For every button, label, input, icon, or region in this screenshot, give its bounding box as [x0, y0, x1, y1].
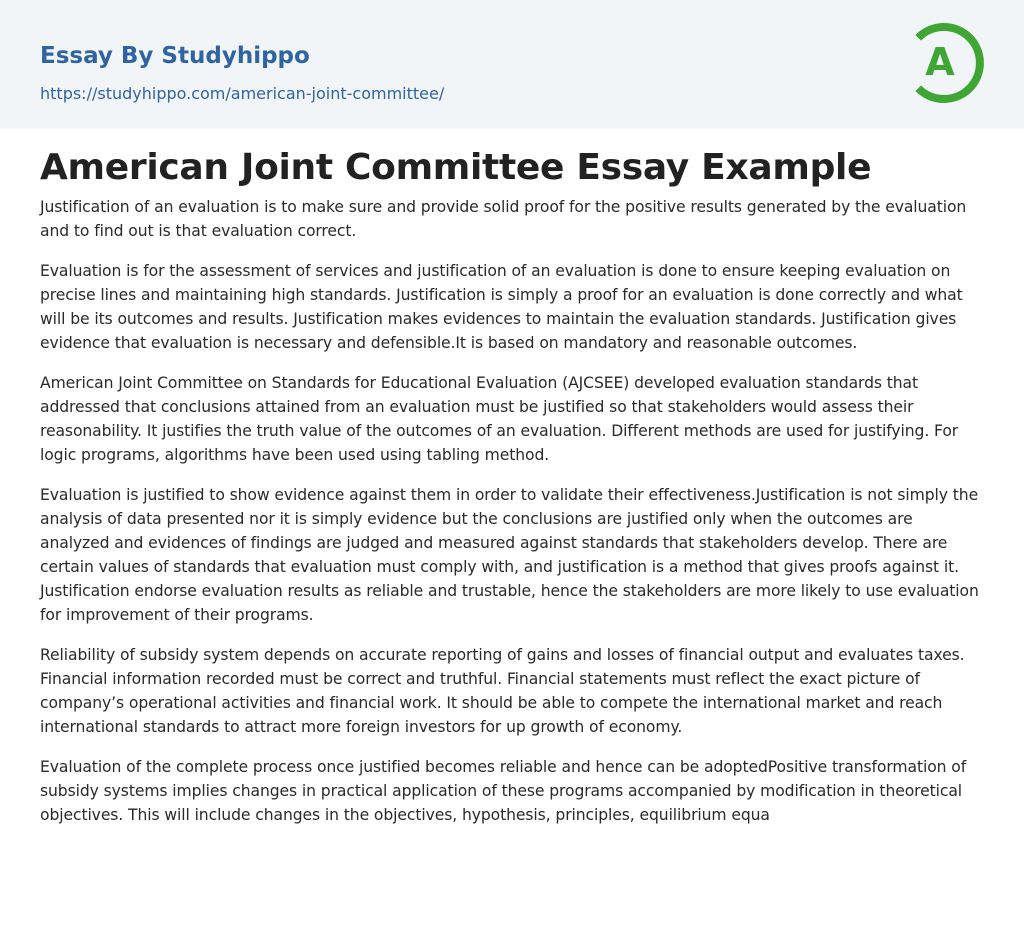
studyhippo-logo-icon[interactable]: [912, 19, 988, 107]
page-title: American Joint Committee Essay Example: [40, 147, 872, 188]
paragraph-1: Justification of an evaluation is to make sure and provide solid proof for the positive results generated by the evaluation and to find out is that evaluation correct.: [40, 198, 967, 240]
paragraph-2: Evaluation is for the assessment of services and justification of an evaluation is done to ensure keeping evaluation on precise lines and maintaining high standards. Justification is simply a proof for an evaluation is done correctly and what will be its outcomes and results. Justification makes evidences to maintain the evaluation standards. Justification gives evidence that evaluation is necessary and defensible.It is based on mandatory and reasonable outcomes.: [40, 262, 963, 352]
essay-url-link[interactable]: https://studyhippo.com/american-joint-committee/: [40, 84, 445, 103]
logo-letter: A: [925, 40, 955, 84]
article: [0, 129, 1024, 827]
paragraph-4: Evaluation is justified to show evidence against them in order to validate their effectiveness.Justification is not simply the analysis of data presented nor it is simply evidence but the conclusions are justified only when the outcomes are analyzed and evidences of findings are judged and measured against standards that stakeholders develop. There are certain values of standards that evaluation must comply with, and justification is a method that gives proofs against it. Justification endorse evaluation results as reliable and trustable, hence the stakeholders are more likely to use evaluation for improvement of their programs.: [40, 486, 979, 624]
paragraph-3: American Joint Committee on Standards for Educational Evaluation (AJCSEE) developed evaluation standards that addressed that conclusions attained from an evaluation must be justified so that stakeholders would assess their reasonability. It justifies the truth value of the outcomes of an evaluation. Different methods are used for justifying. For logic programs, algorithms have been used using tabling method.: [40, 374, 959, 464]
paragraph-6: Evaluation of the complete process once justified becomes reliable and hence can be adoptedPositive transformation of subsidy systems implies changes in practical application of these programs accompanied by modification in theoretical objectives. This will include changes in the objectives, hypothesis, principles, equilibrium equa: [40, 758, 967, 824]
site-header: [0, 0, 1024, 129]
site-brand[interactable]: Essay By Studyhippo: [40, 43, 310, 69]
paragraph-5: Reliability of subsidy system depends on accurate reporting of gains and losses of financial output and evaluates taxes. Financial information recorded must be correct and truthful. Financial statements must reflect the exact picture of company’s operational activities and financial work. It should be able to compete the international market and reach international standards to attract more foreign investors for up growth of economy.: [40, 646, 965, 736]
